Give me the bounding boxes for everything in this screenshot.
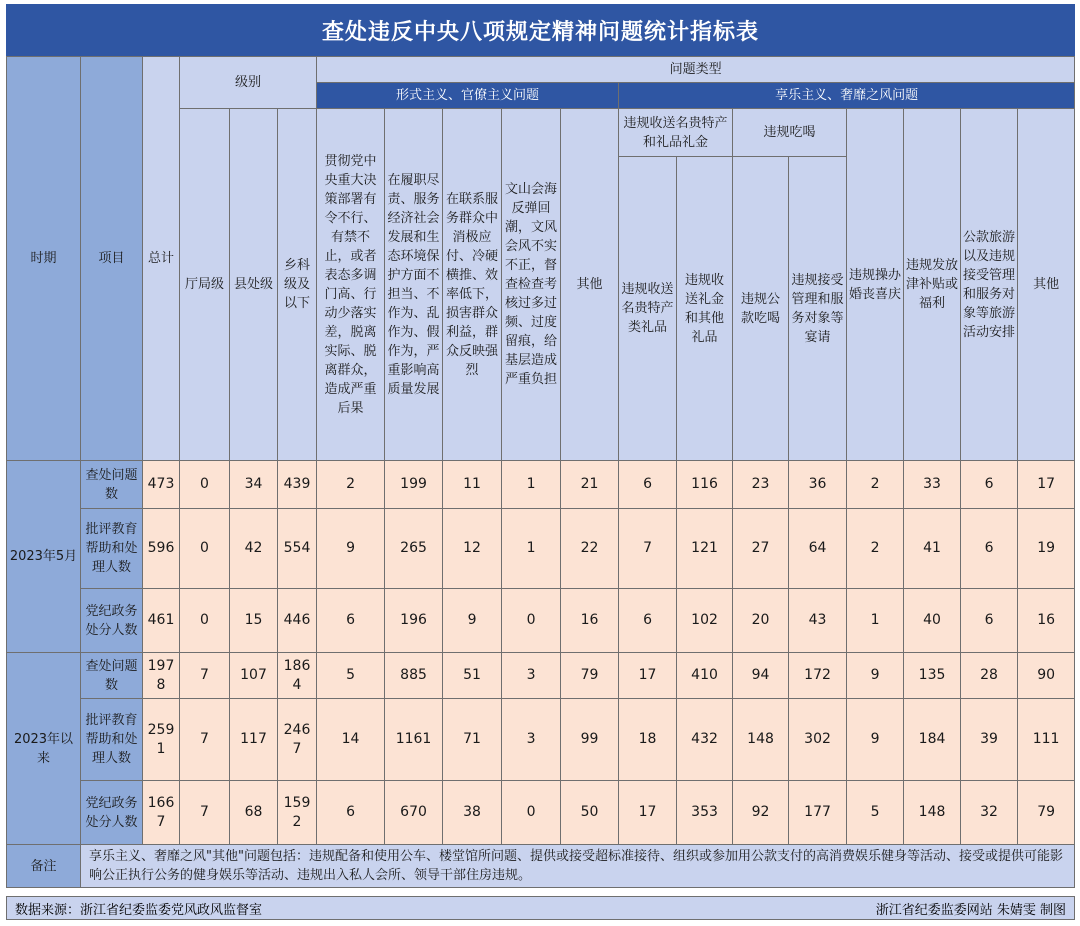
- credit: 浙江省纪委监委网站 朱婧雯 制图: [875, 902, 1066, 918]
- value-cell: 7: [619, 509, 677, 589]
- value-cell: 3: [502, 653, 561, 699]
- value-cell: 111: [1018, 699, 1075, 781]
- value-cell: 79: [1018, 781, 1075, 845]
- value-cell: 5: [847, 781, 904, 845]
- table-title: 查处违反中央八项规定精神问题统计指标表: [6, 4, 1075, 56]
- value-cell: 265: [385, 509, 443, 589]
- formalism-col-1: 贯彻党中央重大决策部署有令不行、有禁不止，或者表态多调门高、行动少落实差，脱离实际、脱离群众，造成严重后果: [317, 109, 385, 461]
- value-cell: 32: [961, 781, 1018, 845]
- formalism-col-3: 在联系服务群众中消极应付、冷硬横推、效率低下，损害群众利益，群众反映强烈: [443, 109, 502, 461]
- problem-type-header: 问题类型: [317, 57, 1075, 83]
- formalism-header: 形式主义、官僚主义问题: [317, 83, 619, 109]
- value-cell: 6: [961, 589, 1018, 653]
- value-cell: 7: [180, 781, 230, 845]
- value-cell: 2: [847, 509, 904, 589]
- value-cell: 90: [1018, 653, 1075, 699]
- value-cell: 107: [230, 653, 278, 699]
- statistics-table: [6, 56, 1075, 888]
- value-cell: 121: [677, 509, 733, 589]
- value-cell: 21: [561, 461, 619, 509]
- note-text: 享乐主义、奢靡之风"其他"问题包括：违规配备和使用公车、楼堂馆所问题、提供或接受超标准接待、组织或参加用公款支付的高消费娱乐健身等活动、接受或提供可能影响公正执行公务的健身娱乐等活动、违规出入私人会所、领导干部住房违规。: [81, 845, 1075, 888]
- value-cell: 7: [180, 699, 230, 781]
- value-cell: 9: [847, 699, 904, 781]
- value-cell: 41: [904, 509, 961, 589]
- gift-group-header: 违规收送名贵特产和礼品礼金: [619, 109, 733, 157]
- value-cell: 1: [502, 461, 561, 509]
- value-cell: 7: [180, 653, 230, 699]
- value-cell: 19: [1018, 509, 1075, 589]
- value-cell: 9: [443, 589, 502, 653]
- value-cell: 9: [847, 653, 904, 699]
- value-cell: 50: [561, 781, 619, 845]
- value-cell: 34: [230, 461, 278, 509]
- item-header: 项目: [81, 57, 143, 461]
- level-col-1: 厅局级: [180, 109, 230, 461]
- eat-col-1: 违规公款吃喝: [733, 157, 789, 461]
- value-cell: 196: [385, 589, 443, 653]
- item-cell: 党纪政务处分人数: [81, 781, 143, 845]
- value-cell: 6: [317, 781, 385, 845]
- value-cell: 117: [230, 699, 278, 781]
- gift-col-1: 违规收送名贵特产类礼品: [619, 157, 677, 461]
- value-cell: 0: [180, 589, 230, 653]
- value-cell: 22: [561, 509, 619, 589]
- value-cell: 17: [619, 653, 677, 699]
- value-cell: 11: [443, 461, 502, 509]
- formalism-col-2: 在履职尽责、服务经济社会发展和生态环境保护方面不担当、不作为、乱作为、假作为，严重影响高质量发展: [385, 109, 443, 461]
- value-cell: 432: [677, 699, 733, 781]
- hedonism-col-1: 违规操办婚丧喜庆: [847, 109, 904, 461]
- value-cell: 39: [961, 699, 1018, 781]
- value-cell: 2591: [143, 699, 180, 781]
- level-col-3: 乡科级及以下: [278, 109, 317, 461]
- table-row: [7, 653, 1075, 699]
- hedonism-col-4: 其他: [1018, 109, 1075, 461]
- value-cell: 885: [385, 653, 443, 699]
- table-row: [7, 589, 1075, 653]
- table-row: [7, 781, 1075, 845]
- eat-group-header: 违规吃喝: [733, 109, 847, 157]
- value-cell: 2: [847, 461, 904, 509]
- value-cell: 353: [677, 781, 733, 845]
- formalism-col-5: 其他: [561, 109, 619, 461]
- value-cell: 6: [961, 461, 1018, 509]
- value-cell: 410: [677, 653, 733, 699]
- value-cell: 18: [619, 699, 677, 781]
- level-col-2: 县处级: [230, 109, 278, 461]
- period-cell: 2023年5月: [7, 461, 81, 653]
- value-cell: 6: [619, 589, 677, 653]
- value-cell: 33: [904, 461, 961, 509]
- value-cell: 79: [561, 653, 619, 699]
- value-cell: 2: [317, 461, 385, 509]
- hedonism-header: 享乐主义、奢靡之风问题: [619, 83, 1075, 109]
- value-cell: 148: [733, 699, 789, 781]
- value-cell: 473: [143, 461, 180, 509]
- value-cell: 6: [619, 461, 677, 509]
- value-cell: 177: [789, 781, 847, 845]
- value-cell: 14: [317, 699, 385, 781]
- value-cell: 68: [230, 781, 278, 845]
- value-cell: 116: [677, 461, 733, 509]
- table-row: [7, 509, 1075, 589]
- value-cell: 0: [180, 509, 230, 589]
- value-cell: 1: [502, 509, 561, 589]
- value-cell: 51: [443, 653, 502, 699]
- value-cell: 15: [230, 589, 278, 653]
- value-cell: 20: [733, 589, 789, 653]
- value-cell: 184: [904, 699, 961, 781]
- value-cell: 554: [278, 509, 317, 589]
- value-cell: 43: [789, 589, 847, 653]
- item-cell: 查处问题数: [81, 653, 143, 699]
- value-cell: 42: [230, 509, 278, 589]
- value-cell: 0: [180, 461, 230, 509]
- value-cell: 1161: [385, 699, 443, 781]
- value-cell: 439: [278, 461, 317, 509]
- value-cell: 17: [619, 781, 677, 845]
- level-header: 级别: [180, 57, 317, 109]
- value-cell: 172: [789, 653, 847, 699]
- note-label: 备注: [7, 845, 81, 888]
- data-source: 数据来源：浙江省纪委监委党风政风监督室: [15, 902, 263, 918]
- item-cell: 批评教育帮助和处理人数: [81, 699, 143, 781]
- value-cell: 23: [733, 461, 789, 509]
- item-cell: 批评教育帮助和处理人数: [81, 509, 143, 589]
- value-cell: 16: [1018, 589, 1075, 653]
- value-cell: 5: [317, 653, 385, 699]
- table-row: [7, 699, 1075, 781]
- item-cell: 查处问题数: [81, 461, 143, 509]
- value-cell: 38: [443, 781, 502, 845]
- value-cell: 12: [443, 509, 502, 589]
- value-cell: 64: [789, 509, 847, 589]
- value-cell: 16: [561, 589, 619, 653]
- value-cell: 94: [733, 653, 789, 699]
- value-cell: 670: [385, 781, 443, 845]
- hedonism-col-2: 违规发放津补贴或福利: [904, 109, 961, 461]
- table-row: [7, 461, 1075, 509]
- period-header: 时期: [7, 57, 81, 461]
- value-cell: 6: [317, 589, 385, 653]
- value-cell: 71: [443, 699, 502, 781]
- value-cell: 446: [278, 589, 317, 653]
- value-cell: 9: [317, 509, 385, 589]
- value-cell: 36: [789, 461, 847, 509]
- eat-col-2: 违规接受管理和服务对象等宴请: [789, 157, 847, 461]
- value-cell: 302: [789, 699, 847, 781]
- value-cell: 461: [143, 589, 180, 653]
- value-cell: 1: [847, 589, 904, 653]
- value-cell: 148: [904, 781, 961, 845]
- value-cell: 17: [1018, 461, 1075, 509]
- value-cell: 28: [961, 653, 1018, 699]
- value-cell: 1592: [278, 781, 317, 845]
- note-row: [7, 845, 1075, 888]
- total-header: 总计: [143, 57, 180, 461]
- footer-bar: [6, 896, 1075, 920]
- value-cell: 3: [502, 699, 561, 781]
- value-cell: 135: [904, 653, 961, 699]
- value-cell: 6: [961, 509, 1018, 589]
- value-cell: 596: [143, 509, 180, 589]
- value-cell: 1978: [143, 653, 180, 699]
- hedonism-col-3: 公款旅游以及违规接受管理和服务对象等旅游活动安排: [961, 109, 1018, 461]
- value-cell: 0: [502, 589, 561, 653]
- formalism-col-4: 文山会海反弹回潮，文风会风不实不正，督查检查考核过多过频、过度留痕，给基层造成严重负担: [502, 109, 561, 461]
- value-cell: 199: [385, 461, 443, 509]
- value-cell: 0: [502, 781, 561, 845]
- value-cell: 102: [677, 589, 733, 653]
- value-cell: 92: [733, 781, 789, 845]
- value-cell: 1667: [143, 781, 180, 845]
- value-cell: 2467: [278, 699, 317, 781]
- value-cell: 40: [904, 589, 961, 653]
- period-cell: 2023年以来: [7, 653, 81, 845]
- value-cell: 27: [733, 509, 789, 589]
- gift-col-2: 违规收送礼金和其他礼品: [677, 157, 733, 461]
- item-cell: 党纪政务处分人数: [81, 589, 143, 653]
- value-cell: 99: [561, 699, 619, 781]
- value-cell: 1864: [278, 653, 317, 699]
